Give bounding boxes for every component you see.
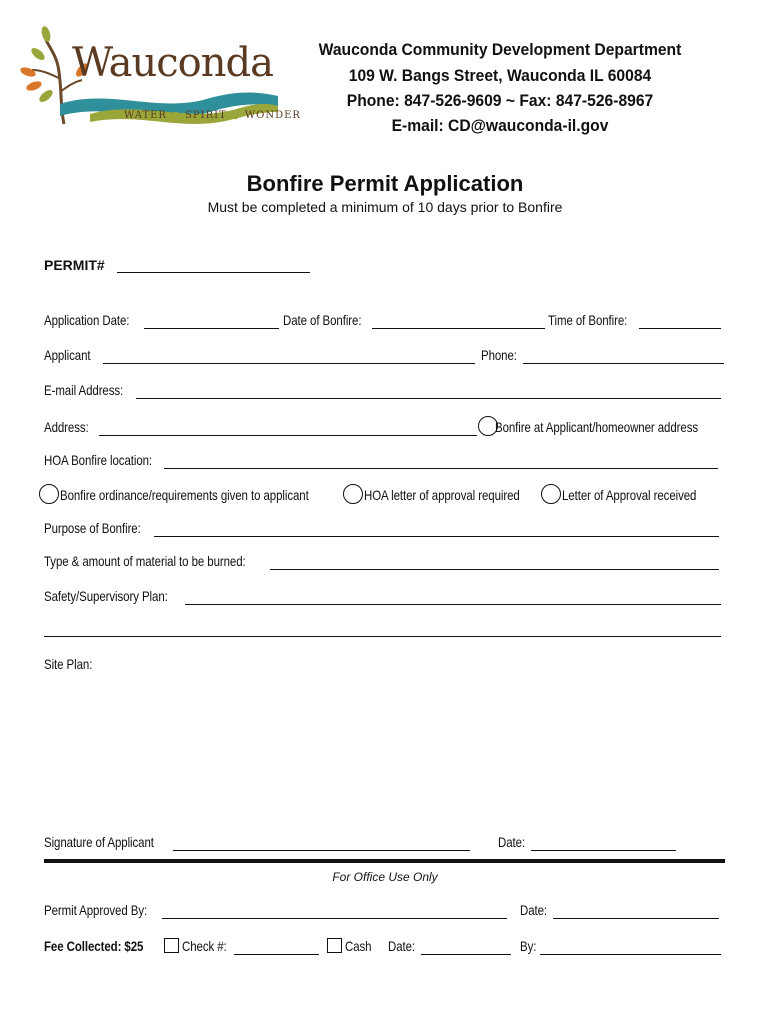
- signature-label: Signature of Applicant: [44, 834, 154, 850]
- application-date-label: Application Date:: [44, 312, 130, 328]
- fee-by-label: By:: [520, 938, 537, 954]
- cash-checkbox[interactable]: [327, 938, 342, 953]
- fee-date-label: Date:: [388, 938, 416, 954]
- purpose-label: Purpose of Bonfire:: [44, 520, 141, 536]
- letter-received-radio[interactable]: [541, 484, 561, 504]
- material-field[interactable]: [270, 569, 719, 570]
- material-label: Type & amount of material to be burned:: [44, 553, 246, 569]
- hoa-letter-required-radio[interactable]: [343, 484, 363, 504]
- date-of-bonfire-field[interactable]: [372, 328, 545, 329]
- phone-field[interactable]: [523, 363, 724, 364]
- page-title: Bonfire Permit Application: [246, 171, 524, 196]
- office-divider: [44, 859, 725, 863]
- email-label: E-mail Address:: [44, 382, 124, 398]
- header-street: 109 W. Bangs Street, Wauconda IL 60084: [348, 66, 652, 85]
- header-phone-fax: Phone: 847-526-9609 ~ Fax: 847-526-8967: [346, 91, 654, 110]
- header-email: E-mail: CD@wauconda-il.gov: [391, 116, 609, 135]
- phone-label: Phone:: [481, 347, 517, 363]
- email-field[interactable]: [136, 398, 721, 399]
- office-use-label: For Office Use Only: [332, 870, 438, 884]
- check-number-label: Check #:: [182, 938, 227, 954]
- ordinance-given-radio[interactable]: [39, 484, 59, 504]
- time-of-bonfire-field[interactable]: [639, 328, 721, 329]
- fee-collected-label: Fee Collected: $25: [44, 938, 144, 954]
- hoa-letter-required-label: HOA letter of approval required: [364, 487, 520, 503]
- hoa-location-label: HOA Bonfire location:: [44, 452, 153, 468]
- approved-date-label: Date:: [520, 902, 548, 918]
- applicant-label: Applicant: [44, 347, 91, 363]
- signature-date-field[interactable]: [531, 850, 676, 851]
- address-label: Address:: [44, 419, 89, 435]
- site-plan-label: Site Plan:: [44, 656, 93, 672]
- approved-by-field[interactable]: [162, 918, 507, 919]
- tagline-wonder: WONDER: [244, 110, 301, 121]
- safety-plan-label: Safety/Supervisory Plan:: [44, 588, 168, 604]
- address-field[interactable]: [99, 435, 477, 436]
- permit-number-field[interactable]: [117, 272, 310, 273]
- application-date-field[interactable]: [144, 328, 279, 329]
- logo-tagline: WATER ● SPIRIT ● WONDER: [124, 110, 301, 121]
- time-of-bonfire-label: Time of Bonfire:: [548, 312, 628, 328]
- approved-by-label: Permit Approved By:: [44, 902, 148, 918]
- tagline-water: WATER: [124, 110, 167, 121]
- approved-date-field[interactable]: [553, 918, 719, 919]
- bonfire-at-address-label: Bonfire at Applicant/homeowner address: [495, 419, 699, 435]
- purpose-field[interactable]: [154, 536, 719, 537]
- tagline-spirit: SPIRIT: [185, 110, 227, 121]
- fee-date-field[interactable]: [421, 954, 511, 955]
- signature-date-label: Date:: [498, 834, 526, 850]
- page-subtitle: Must be completed a minimum of 10 days prior to Bonfire: [207, 199, 563, 215]
- wauconda-logo: [20, 26, 301, 136]
- letter-received-label: Letter of Approval received: [562, 487, 697, 503]
- applicant-field[interactable]: [103, 363, 475, 364]
- check-number-field[interactable]: [234, 954, 319, 955]
- safety-plan-field-2[interactable]: [44, 636, 721, 637]
- logo-name: Wauconda: [72, 40, 273, 86]
- cash-label: Cash: [345, 938, 372, 954]
- hoa-location-field[interactable]: [164, 468, 718, 469]
- ordinance-given-label: Bonfire ordinance/requirements given to applicant: [60, 487, 309, 503]
- signature-field[interactable]: [173, 850, 470, 851]
- fee-by-field[interactable]: [540, 954, 721, 955]
- safety-plan-field[interactable]: [185, 604, 721, 605]
- header-department: Wauconda Community Development Department: [318, 40, 682, 59]
- date-of-bonfire-label: Date of Bonfire:: [283, 312, 362, 328]
- permit-number-label: PERMIT#: [44, 257, 105, 273]
- check-checkbox[interactable]: [164, 938, 179, 953]
- site-plan-area[interactable]: [44, 676, 721, 826]
